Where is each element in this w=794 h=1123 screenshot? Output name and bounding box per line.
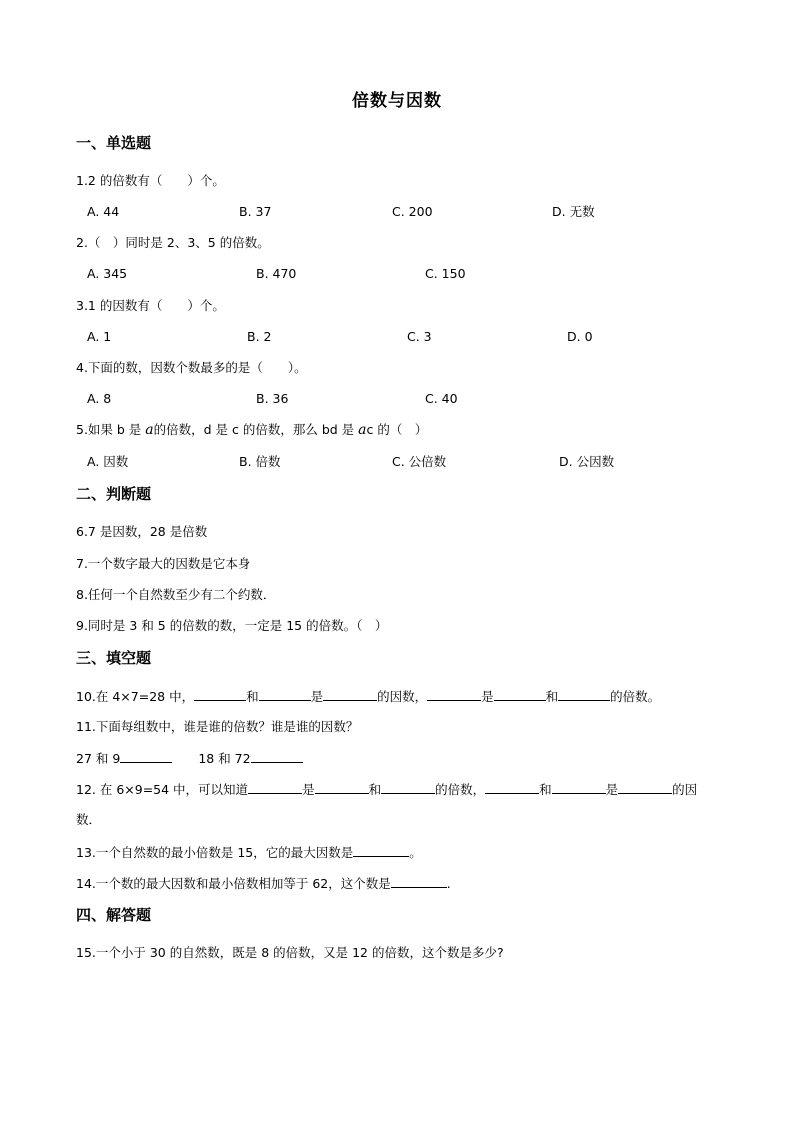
question-10-part-2: 和 [246, 689, 259, 704]
question-7: 7.一个数字最大的因数是它本身 [76, 556, 251, 571]
answer-blank[interactable] [353, 843, 409, 857]
answer-blank[interactable] [315, 780, 369, 794]
question-5-part-3: c 的（ ） [366, 422, 428, 437]
answer-blank[interactable] [552, 780, 606, 794]
question-9: 9.同时是 3 和 5 的倍数的数，一定是 15 的倍数。（ ） [76, 618, 388, 633]
question-5 [76, 421, 427, 439]
option-c: C. 公倍数 [392, 454, 447, 469]
option-c: C. 150 [425, 266, 466, 281]
question-10 [76, 687, 660, 706]
answer-blank[interactable] [427, 687, 481, 701]
answer-blank[interactable] [259, 687, 311, 701]
question-8: 8.任何一个自然数至少有二个约数． [76, 587, 276, 602]
question-2: 2.（ ）同时是 2、3、5 的倍数。 [76, 235, 270, 250]
question-4: 4.下面的数，因数个数最多的是（ ）。 [76, 360, 307, 375]
option-a: A. 因数 [87, 454, 129, 469]
answer-blank[interactable] [391, 874, 447, 888]
question-11-pairs [76, 749, 303, 768]
answer-blank[interactable] [485, 780, 539, 794]
question-10-part-7: 的倍数。 [610, 689, 661, 704]
page-title: 倍数与因数 [352, 91, 442, 111]
question-14 [76, 874, 451, 893]
question-12-part-7: 的因 [672, 782, 698, 797]
question-3-options [0, 328, 794, 346]
variable-a: a [358, 422, 367, 438]
question-10-part-6: 和 [545, 689, 559, 704]
answer-blank[interactable] [618, 780, 672, 794]
question-5-part-1: 5.如果 b 是 [76, 422, 146, 437]
question-15: 15.一个小于 30 的自然数，既是 8 的倍数，又是 12 的倍数，这个数是多少? [76, 945, 504, 960]
question-12-part-5: 和 [539, 782, 552, 797]
option-b: B. 470 [256, 266, 297, 281]
question-1: 1.2 的倍数有（ ）个。 [76, 173, 225, 188]
answer-blank[interactable] [381, 780, 435, 794]
question-10-part-5: 是 [481, 689, 494, 704]
section-heading-fill-in: 三、填空题 [76, 649, 152, 667]
option-d: D. 0 [567, 329, 593, 344]
option-d: D. 公因数 [559, 454, 615, 469]
question-2-options [0, 265, 794, 283]
answer-blank[interactable] [558, 687, 610, 701]
question-12-part-2: 是 [302, 782, 315, 797]
question-13-part-1: 13.一个自然数的最小倍数是 15，它的最大因数是 [76, 845, 354, 860]
question-10-part-1: 10.在 4×7=28 中， [76, 689, 195, 704]
option-b: B. 倍数 [239, 454, 281, 469]
question-1-options [0, 203, 794, 221]
question-12-part-3: 和 [368, 782, 382, 797]
answer-blank[interactable] [120, 749, 172, 763]
question-12-continued: 数． [76, 812, 102, 827]
option-c: C. 40 [425, 391, 458, 406]
number-pair-2: 18 和 72 [198, 751, 251, 766]
option-a: A. 44 [87, 204, 120, 219]
option-a: A. 1 [87, 329, 112, 344]
number-pair-1: 27 和 9 [76, 751, 121, 766]
option-b: B. 37 [239, 204, 272, 219]
option-c: C. 200 [392, 204, 433, 219]
option-a: A. 8 [87, 391, 112, 406]
question-12 [76, 780, 697, 799]
option-b: B. 36 [256, 391, 289, 406]
section-heading-solve: 四、解答题 [76, 906, 152, 924]
question-5-part-2: 的倍数，d 是 c 的倍数，那么 bd 是 [153, 422, 359, 437]
answer-blank[interactable] [494, 687, 546, 701]
variable-a: a [145, 422, 154, 438]
question-10-part-3: 是 [310, 689, 324, 704]
question-5-options [0, 453, 794, 471]
question-12-part-1: 12. 在 6×9=54 中，可以知道 [76, 782, 249, 797]
question-10-part-4: 的因数， [377, 689, 428, 704]
question-13-part-2: 。 [409, 845, 422, 860]
question-6: 6.7 是因数，28 是倍数 [76, 524, 208, 539]
section-heading-single-choice: 一、单选题 [76, 134, 152, 152]
question-14-part-2: . [446, 876, 451, 891]
question-3: 3.1 的因数有（ ）个。 [76, 298, 225, 313]
question-11: 11.下面每组数中，谁是谁的倍数？谁是谁的因数？ [76, 719, 359, 734]
option-a: A. 345 [87, 266, 128, 281]
question-12-part-4: 的倍数， [435, 782, 486, 797]
question-14-part-1: 14.一个数的最大因数和最小倍数相加等于 62，这个数是 [76, 876, 391, 891]
section-heading-true-false: 二、判断题 [76, 485, 152, 503]
question-4-options [0, 390, 794, 408]
question-13 [76, 843, 422, 862]
answer-blank[interactable] [194, 687, 246, 701]
option-c: C. 3 [407, 329, 432, 344]
answer-blank[interactable] [248, 780, 302, 794]
answer-blank[interactable] [251, 749, 303, 763]
option-b: B. 2 [247, 329, 272, 344]
answer-blank[interactable] [323, 687, 377, 701]
option-d: D. 无数 [552, 204, 595, 219]
question-12-part-6: 是 [605, 782, 619, 797]
